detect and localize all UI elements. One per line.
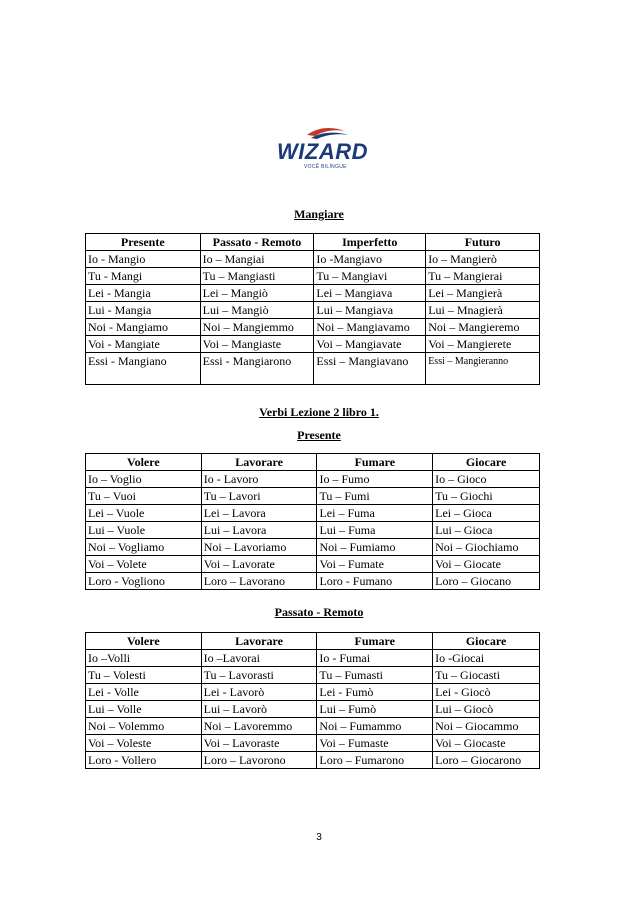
table-cell: Lui – Mangiò [200,302,314,319]
column-header: Fumare [317,633,433,650]
table-cell: Io –Lavorai [201,650,317,667]
table-cell: Voi – Mangiaste [200,336,314,353]
table-cell: Voi – Mangierete [426,336,540,353]
table-cell: Noi – Mangiemmo [200,319,314,336]
table-cell: Lui – Giocò [433,701,540,718]
table-cell: Noi - Mangiamo [86,319,201,336]
column-header: Giocare [433,454,540,471]
table-cell: Lei - Lavorò [201,684,317,701]
column-header: Futuro [426,234,540,251]
table-row [86,573,540,590]
table-cell: Noi – Volemmo [86,718,202,735]
table-cell: Noi – Vogliamo [86,539,202,556]
table-cell: Loro - Fumano [317,573,433,590]
table-cell: Voi – Voleste [86,735,202,752]
table-cell: Noi – Lavoriamo [201,539,317,556]
table-cell: Noi – Lavoremmo [201,718,317,735]
table-cell: Lei - Mangia [86,285,201,302]
table-cell: Lui – Fuma [317,522,433,539]
table-cell: Loro – Giocarono [433,752,540,769]
table-cell: Loro - Vogliono [86,573,202,590]
table-cell: Io –Volli [86,650,202,667]
table-cell: Lui – Lavora [201,522,317,539]
table-cell: Loro – Fumarono [317,752,433,769]
table-cell: Tu – Giochi [433,488,540,505]
table-mangiare [85,233,540,385]
table-cell: Tu – Mangierai [426,268,540,285]
table-cell: Essi - Mangiarono [200,353,314,385]
table-row [86,684,540,701]
table-row [86,522,540,539]
table-cell: Noi – Fumammo [317,718,433,735]
table-cell: Loro – Giocano [433,573,540,590]
table-cell: Io – Fumo [317,471,433,488]
table-cell: Tu – Mangiavi [314,268,426,285]
table-cell: Voi – Mangiavate [314,336,426,353]
table-cell: Loro - Vollero [86,752,202,769]
column-header: Lavorare [201,633,317,650]
table-cell: Voi - Mangiate [86,336,201,353]
table-cell: Lei - Giocò [433,684,540,701]
table-cell: Io – Mangierò [426,251,540,268]
table-cell: Voi – Lavorate [201,556,317,573]
section-title-mangiare: Mangiare [294,207,344,221]
table-cell: Lei - Volle [86,684,202,701]
table-cell: Lui – Gioca [433,522,540,539]
column-header: Fumare [317,454,433,471]
table-row [86,650,540,667]
table-cell: Essi – Mangieranno [426,353,540,385]
table-header-row [86,454,540,471]
table-row [86,701,540,718]
table-cell: Lui – Mnagierà [426,302,540,319]
table-cell: Tu – Giocasti [433,667,540,684]
table-cell: Io – Voglio [86,471,202,488]
table-cell: Lui – Volle [86,701,202,718]
table-row [86,319,540,336]
table-row [86,251,540,268]
lesson-title: Verbi Lezione 2 libro 1. [259,405,379,419]
table-row [86,268,540,285]
table-cell: Voi – Giocate [433,556,540,573]
table-cell: Voi – Giocaste [433,735,540,752]
table-cell: Tu - Mangi [86,268,201,285]
table-cell: Tu – Fumasti [317,667,433,684]
table-header-row [86,633,540,650]
table-row [86,539,540,556]
table-cell: Noi – Mangieremo [426,319,540,336]
table-cell: Loro – Lavorono [201,752,317,769]
table-cell: Lei – Mangierà [426,285,540,302]
table-presente [85,453,540,590]
table-cell: Lei – Mangiò [200,285,314,302]
table-row [86,488,540,505]
table-cell: Io -Mangiavo [314,251,426,268]
table-header-row [86,234,540,251]
column-header: Giocare [433,633,540,650]
column-header: Imperfetto [314,234,426,251]
table-cell: Io – Gioco [433,471,540,488]
column-header: Lavorare [201,454,317,471]
table-cell: Lei – Vuole [86,505,202,522]
table-row [86,505,540,522]
section-title-passato-remoto: Passato - Remoto [274,605,364,619]
table-row [86,471,540,488]
table-row [86,735,540,752]
table-cell: Loro – Lavorano [201,573,317,590]
table-cell: Lei - Fumò [317,684,433,701]
logo-wordmark: WIZARD [277,139,368,164]
table-cell: Voi – Volete [86,556,202,573]
table-cell: Tu – Mangiasti [200,268,314,285]
column-header: Presente [86,234,201,251]
column-header: Volere [86,633,202,650]
table-cell: Noi – Giochiamo [433,539,540,556]
table-cell: Lui - Mangia [86,302,201,319]
table-cell: Tu – Volesti [86,667,202,684]
table-cell: Noi – Fumiamo [317,539,433,556]
table-cell: Lui – Mangiava [314,302,426,319]
table-row [86,556,540,573]
table-passato-remoto [85,632,540,769]
page-number: 3 [316,832,322,843]
table-cell: Noi – Giocammo [433,718,540,735]
table-cell: Tu – Lavori [201,488,317,505]
table-cell: Lui – Lavorò [201,701,317,718]
table-cell: Voi – Fumate [317,556,433,573]
table-row [86,718,540,735]
table-row [86,353,540,385]
table-cell: Essi - Mangiano [86,353,201,385]
table-cell: Lui – Fumò [317,701,433,718]
table-cell: Io - Mangio [86,251,201,268]
table-cell: Noi – Mangiavamo [314,319,426,336]
logo-tagline: VOCÊ BILÍNGUE [304,164,347,170]
table-cell: Io - Fumai [317,650,433,667]
table-row [86,752,540,769]
table-row [86,667,540,684]
table-cell: Voi – Lavoraste [201,735,317,752]
table-cell: Lei – Mangiava [314,285,426,302]
table-row [86,302,540,319]
wizard-logo [277,125,368,173]
table-cell: Io -Giocai [433,650,540,667]
table-cell: Io - Lavoro [201,471,317,488]
table-cell: Essi – Mangiavano [314,353,426,385]
table-cell: Lui – Vuole [86,522,202,539]
table-cell: Tu – Vuoi [86,488,202,505]
table-cell: Tu – Fumi [317,488,433,505]
column-header: Volere [86,454,202,471]
table-cell: Lei – Gioca [433,505,540,522]
table-row [86,336,540,353]
table-cell: Voi – Fumaste [317,735,433,752]
column-header: Passato - Remoto [200,234,314,251]
table-cell: Io – Mangiai [200,251,314,268]
table-cell: Lei – Fuma [317,505,433,522]
table-cell: Lei – Lavora [201,505,317,522]
table-cell: Tu – Lavorasti [201,667,317,684]
table-row [86,285,540,302]
section-title-presente: Presente [297,428,341,442]
